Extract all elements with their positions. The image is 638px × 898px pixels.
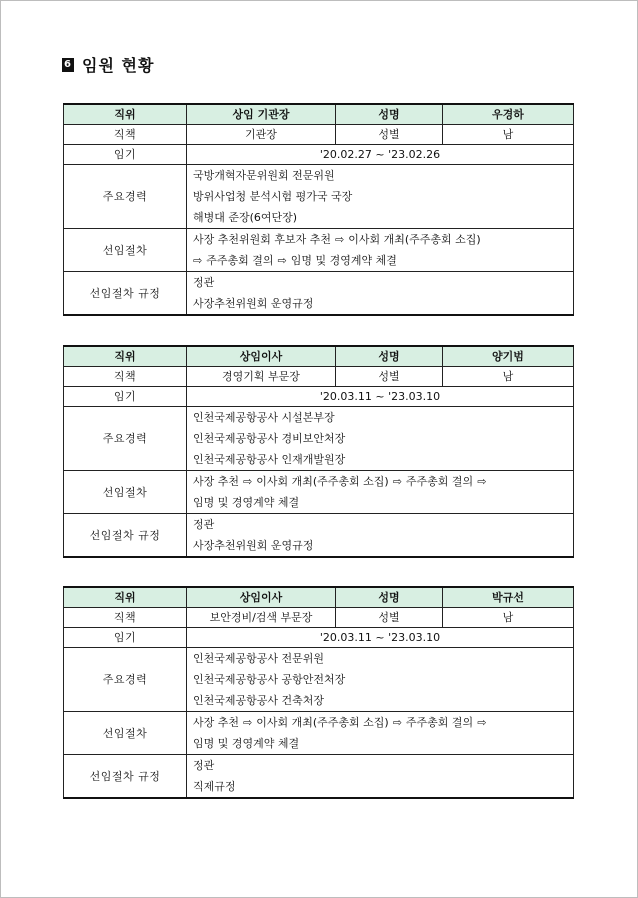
term-row [64,627,574,647]
career-item: 국방개혁자문위원회 전문위원 [193,168,335,182]
procedure-step: 주주총회 결의 [206,253,274,267]
procedure-row [64,711,574,754]
procedure-line [193,250,567,271]
career-label: 주요경력 [64,406,187,470]
career-row [64,406,574,470]
arrow-right-icon: ⇨ [392,715,402,729]
arrow-right-icon: ⇨ [477,474,487,488]
gender-value: 남 [443,366,574,386]
rule-item: 사장추천위원회 운영규정 [193,538,314,552]
header-row [64,587,574,607]
career-value [187,647,574,711]
procedure-line [193,733,567,754]
term-label: 임기 [64,386,187,406]
name-value: 우경하 [443,104,574,124]
rule-item: 직제규정 [193,779,236,793]
procedure-step: 사장 추천 [193,474,240,488]
rule-item: 정관 [193,517,215,531]
duty-value: 기관장 [187,124,336,144]
rule-value [187,271,574,315]
rule-item: 사장추천위원회 운영규정 [193,296,314,310]
career-row [64,164,574,228]
gender-label: 성별 [336,124,443,144]
procedure-step: 이사회 개최(주주총회 소집) [348,232,481,246]
section-heading [62,53,154,76]
career-item: 인천국제공항공사 경비보안처장 [193,431,346,445]
procedure-step: 주주총회 결의 [405,715,474,729]
procedure-row [64,228,574,271]
career-item: 인천국제공항공사 공항안전처장 [193,672,346,686]
term-label: 임기 [64,627,187,647]
executive-table-2 [63,345,574,558]
career-item: 해병대 준장(6여단장) [193,210,298,224]
duty-label: 직책 [64,366,187,386]
term-value: '20.03.11 ~ '23.03.10 [187,627,574,647]
duty-value: 보안경비/검색 부문장 [187,607,336,627]
career-row [64,647,574,711]
header-row [64,104,574,124]
procedure-value [187,711,574,754]
career-label: 주요경력 [64,647,187,711]
procedure-label: 선임절차 [64,711,187,754]
duty-label: 직책 [64,124,187,144]
rule-label: 선임절차 규정 [64,513,187,557]
procedure-step: 임명 및 경영계약 체결 [193,495,300,509]
career-value [187,406,574,470]
term-row [64,144,574,164]
rule-value [187,754,574,798]
term-value: '20.03.11 ~ '23.03.10 [187,386,574,406]
procedure-step: 이사회 개최(주주총회 소집) [256,715,389,729]
duty-value: 경영기획 부문장 [187,366,336,386]
career-item: 인천국제공항공사 인재개발원장 [193,452,346,466]
name-label: 성명 [336,104,443,124]
rule-label: 선임절차 규정 [64,754,187,798]
procedure-line [193,471,567,492]
rule-label: 선임절차 규정 [64,271,187,315]
procedure-step: 사장 추천위원회 후보자 추천 [193,232,332,246]
rule-item: 정관 [193,758,215,772]
arrow-right-icon: ⇨ [477,715,487,729]
position-value: 상임이사 [187,587,336,607]
career-item: 인천국제공항공사 전문위원 [193,651,325,665]
term-label: 임기 [64,144,187,164]
career-item: 인천국제공항공사 시설본부장 [193,410,335,424]
procedure-step: 주주총회 결의 [405,474,474,488]
gender-value: 남 [443,607,574,627]
position-label: 직위 [64,587,187,607]
term-row [64,386,574,406]
career-label: 주요경력 [64,164,187,228]
gender-label: 성별 [336,366,443,386]
procedure-step: 임명 및 경영계약 체결 [193,736,300,750]
career-value [187,164,574,228]
arrow-right-icon: ⇨ [243,474,253,488]
executive-table-3 [63,586,574,799]
rule-item: 정관 [193,275,215,289]
section-title: 임원 현황 [82,56,155,75]
career-item: 인천국제공항공사 건축처장 [193,693,325,707]
arrow-right-icon: ⇨ [392,474,402,488]
procedure-step: 이사회 개최(주주총회 소집) [256,474,389,488]
executive-table-1 [63,103,574,316]
duty-label: 직책 [64,607,187,627]
position-label: 직위 [64,346,187,366]
procedure-label: 선임절차 [64,470,187,513]
arrow-right-icon: ⇨ [243,715,253,729]
name-value: 양기범 [443,346,574,366]
procedure-value [187,470,574,513]
arrow-right-icon: ⇨ [335,232,345,246]
gender-value: 남 [443,124,574,144]
position-value: 상임 기관장 [187,104,336,124]
rule-row [64,271,574,315]
term-value: '20.02.27 ~ '23.02.26 [187,144,574,164]
career-item: 방위사업청 분석시험 평가국 국장 [193,189,353,203]
section-number-badge: 6 [62,58,74,72]
duty-row [64,124,574,144]
duty-row [64,366,574,386]
procedure-line [193,712,567,733]
name-label: 성명 [336,587,443,607]
procedure-step: 사장 추천 [193,715,240,729]
name-value: 박규선 [443,587,574,607]
procedure-line [193,492,567,513]
rule-row [64,754,574,798]
rule-row [64,513,574,557]
gender-label: 성별 [336,607,443,627]
procedure-row [64,470,574,513]
procedure-value [187,228,574,271]
arrow-right-icon: ⇨ [277,253,287,267]
procedure-label: 선임절차 [64,228,187,271]
position-label: 직위 [64,104,187,124]
procedure-line [193,229,567,250]
header-row [64,346,574,366]
position-value: 상임이사 [187,346,336,366]
duty-row [64,607,574,627]
arrow-right-icon: ⇨ [193,253,203,267]
procedure-step: 임명 및 경영계약 체결 [290,253,397,267]
name-label: 성명 [336,346,443,366]
rule-value [187,513,574,557]
